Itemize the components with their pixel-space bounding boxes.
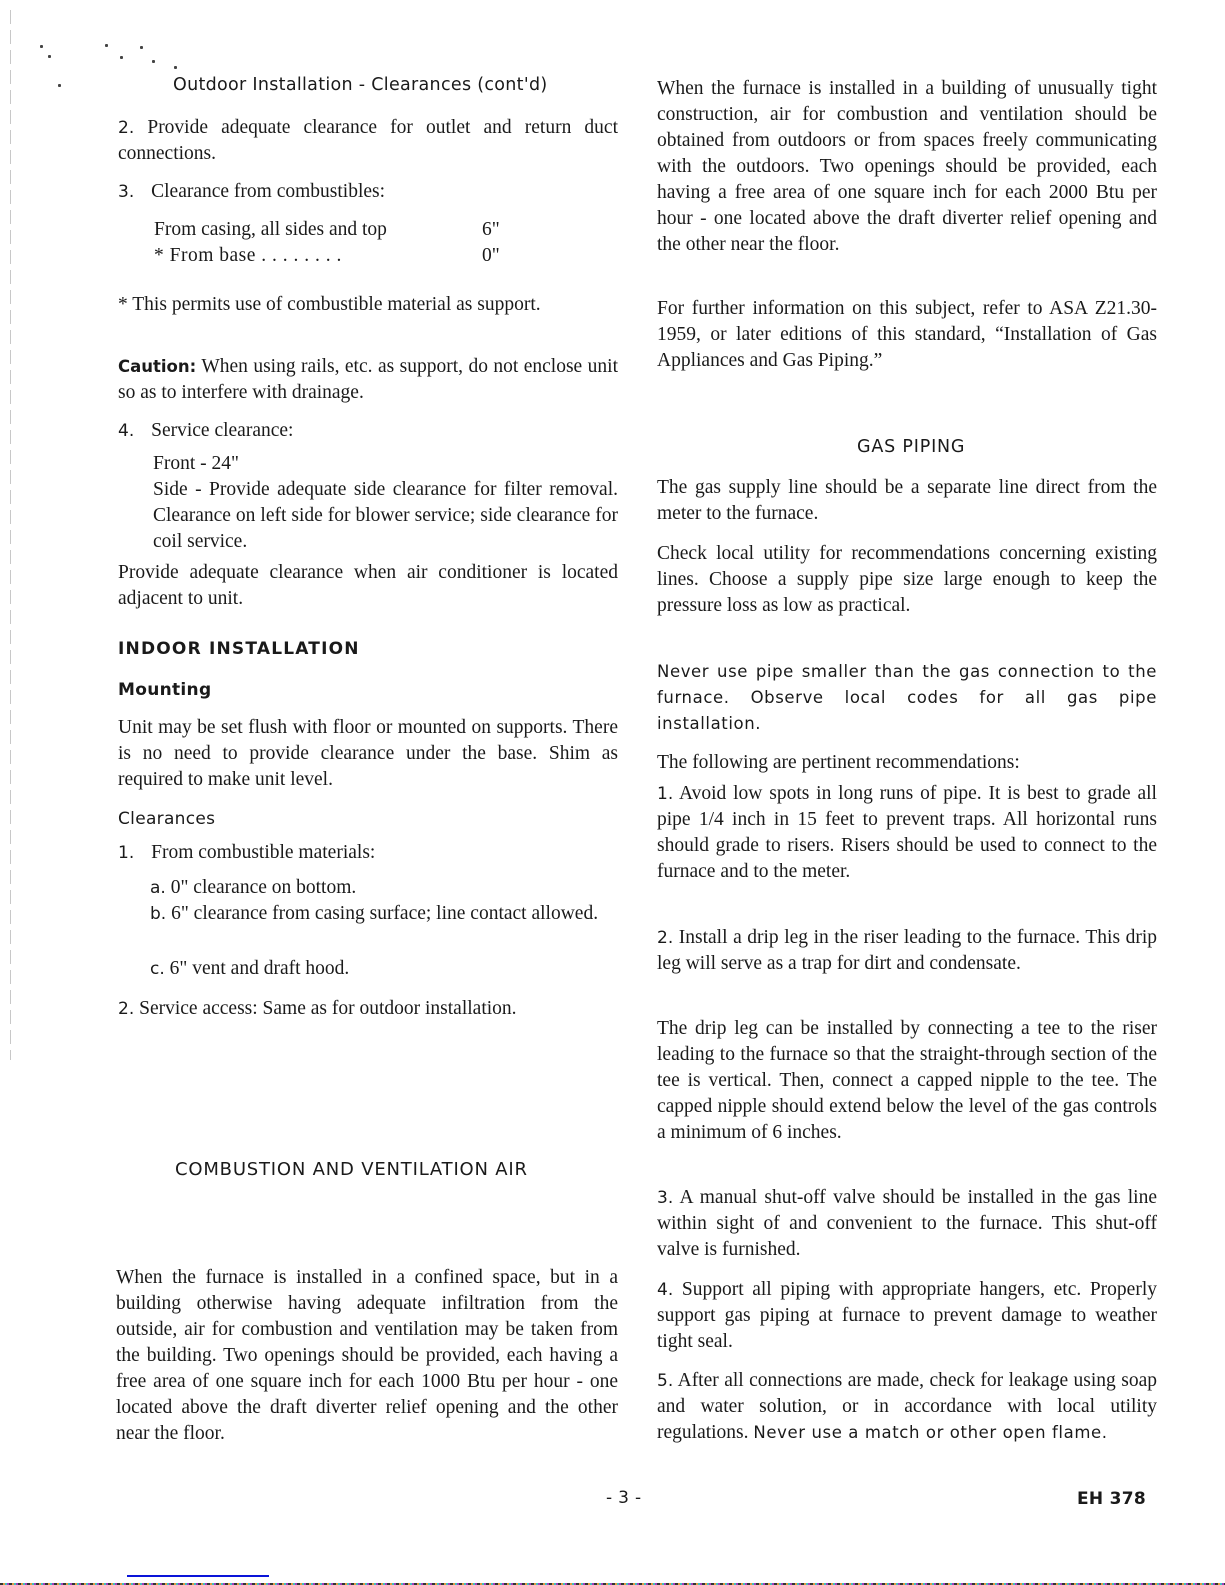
scan-speck: [58, 84, 61, 87]
clearance-table: [154, 217, 554, 269]
item-text: Service clearance:: [151, 420, 294, 441]
recommendation-item-4: [657, 1277, 1157, 1355]
mounting-text: Unit may be set flush with floor or mounted on supports. There is no need to provide clearance under the base. Shim as required to make unit level.: [118, 717, 618, 790]
outdoor-item-3: [118, 179, 618, 205]
blue-underline-mark: [127, 1575, 269, 1577]
caution-note: [118, 354, 618, 406]
item-text: Avoid low spots in long runs of pipe. It is best to grade all pipe 1/4 inch in 15 feet to prevent traps. All horizontal runs should grade to risers. Risers should be used to connect to the furnace and to the meter.: [657, 783, 1157, 882]
indoor-subitem-a: [150, 875, 618, 901]
combustion-text: When the furnace is installed in a confined space, but in a building otherwise having adequate infiltration from the outside, air for combustion and ventilation may be taken from the building. Two openings should be provided, each having a free area of one square inch for each 1000 Btu per hour - one located above the draft diverter relief opening and the other near the floor.: [116, 1267, 618, 1444]
item-text: Install a drip leg in the riser leading to the furnace. This drip leg will serve as a trap for dirt and condensate.: [657, 927, 1157, 974]
item-text: From combustible materials:: [151, 842, 376, 863]
tight-construction-text: When the furnace is installed in a building of unusually tight construction, air for combustion and ventilation should be obtained from outdoors or from spaces freely communicating with the outdoors. Two openings should be provided, each having a free area of one square inch for each 2000 Btu per hour - one located above the draft diverter relief opening and the other near the floor.: [657, 78, 1157, 255]
recommendation-item-2: [657, 925, 1157, 977]
subitem-letter: b.: [150, 904, 167, 924]
item-number: 3.: [118, 182, 135, 202]
recommendations-intro: The following are pertinent recommendations:: [657, 752, 1020, 773]
section-heading-gas-piping: GAS PIPING: [857, 437, 966, 457]
outdoor-item-2: [118, 115, 618, 167]
item-number: 2.: [118, 999, 135, 1019]
service-side: Side - Provide adequate side clearance for filter removal. Clearance on left side for blower service; side clearance for coil service.: [153, 479, 618, 552]
section-heading-combustion-ventilation-air: COMBUSTION AND VENTILATION AIR: [175, 1159, 528, 1180]
subitem-text: 0" clearance on bottom.: [170, 877, 357, 898]
clearance-value: 0": [482, 245, 500, 266]
clearance-label: From casing, all sides and top: [154, 219, 387, 240]
subitem-text: 6" clearance from casing surface; line contact allowed.: [171, 903, 599, 924]
gas-piping-warning: Never use pipe smaller than the gas connection to the furnace. Observe local codes for all gas pipe installation.: [657, 662, 1157, 733]
indoor-item-2: [118, 996, 618, 1022]
further-information-text: For further information on this subject, refer to ASA Z21.30-1959, or later editions of this standard, “Installation of Gas Appliances and Gas Piping.”: [657, 298, 1157, 371]
gas-piping-paragraph-2: Check local utility for recommendations concerning existing lines. Choose a supply pipe size large enough to keep the pressure loss as low as practical.: [657, 543, 1157, 616]
scan-left-edge: [10, 10, 11, 1060]
indoor-subitem-b: [150, 901, 618, 927]
outdoor-item-4: [118, 418, 618, 444]
service-front: Front - 24": [153, 453, 239, 474]
scan-speck: [120, 56, 123, 59]
subitem-text: 6" vent and draft hood.: [169, 958, 350, 979]
recommendation-item-1: [657, 781, 1157, 885]
scan-speck: [152, 60, 155, 63]
clearance-value: 6": [482, 219, 500, 240]
item-number: 1.: [657, 784, 674, 804]
section-heading-outdoor-clearances-contd: Outdoor Installation - Clearances (cont'd): [173, 75, 548, 95]
subheading-clearances: Clearances: [118, 809, 216, 829]
subheading-mounting: Mounting: [118, 680, 212, 700]
gas-piping-paragraph-1: The gas supply line should be a separate line direct from the meter to the furnace.: [657, 477, 1157, 524]
indoor-subitem-c: [150, 956, 618, 982]
section-heading-indoor-installation: INDOOR INSTALLATION: [118, 639, 360, 659]
item-text: Clearance from combustibles:: [151, 181, 386, 202]
subitem-letter: c.: [150, 959, 165, 979]
scan-speck: [140, 46, 143, 49]
recommendation-item-5: [657, 1368, 1157, 1446]
item-number: 5.: [657, 1371, 674, 1391]
item-number: 2.: [118, 118, 135, 138]
drip-leg-text: The drip leg can be installed by connecting a tee to the riser leading to the furnace so that the straight-through section of the tee is vertical. Then, connect a capped nipple to the tee. The capped nipple should extend below the level of the gas controls a minimum of 6 inches.: [657, 1018, 1157, 1143]
scan-speck: [174, 66, 177, 69]
caution-label: Caution:: [118, 357, 197, 376]
item-text: Provide adequate clearance for outlet and return duct connections.: [118, 117, 619, 164]
indoor-item-1: [118, 840, 618, 866]
item-text: A manual shut-off valve should be installed in the gas line within sight of and convenient to the furnace. This shut-off valve is furnished.: [657, 1187, 1157, 1260]
document-code: EH 378: [1077, 1489, 1147, 1509]
item-number: 4.: [657, 1280, 674, 1300]
air-conditioner-note: Provide adequate clearance when air conditioner is located adjacent to unit.: [118, 562, 618, 609]
item-number: 1.: [118, 843, 135, 863]
scan-speck: [105, 44, 108, 47]
caution-text: When using rails, etc. as support, do not enclose unit so as to interfere with drainage.: [118, 356, 618, 403]
footnote-combustible-support: * This permits use of combustible material as support.: [118, 294, 541, 315]
scan-speck: [40, 45, 43, 48]
page-number: - 3 -: [606, 1488, 642, 1508]
item-number: 3.: [657, 1188, 674, 1208]
subitem-letter: a.: [150, 878, 166, 898]
clearance-row-base: [154, 243, 554, 269]
recommendation-item-3: [657, 1185, 1157, 1263]
item-text: Support all piping with appropriate hangers, etc. Properly support gas piping at furnace to prevent damage to weather tight seal.: [657, 1279, 1157, 1352]
item-number: 4.: [118, 421, 135, 441]
scan-speck: [48, 55, 51, 58]
open-flame-warning: Never use a match or other open flame.: [753, 1423, 1108, 1442]
clearance-label: * From base . . . . . . . .: [154, 245, 342, 266]
item-number: 2.: [657, 928, 674, 948]
item-text: Service access: Same as for outdoor installation.: [139, 998, 517, 1019]
clearance-row-casing: [154, 217, 554, 243]
item-text: After all connections are made, check for leakage using soap and water solution, or in accordance with local utility regulations.: [657, 1370, 1157, 1443]
